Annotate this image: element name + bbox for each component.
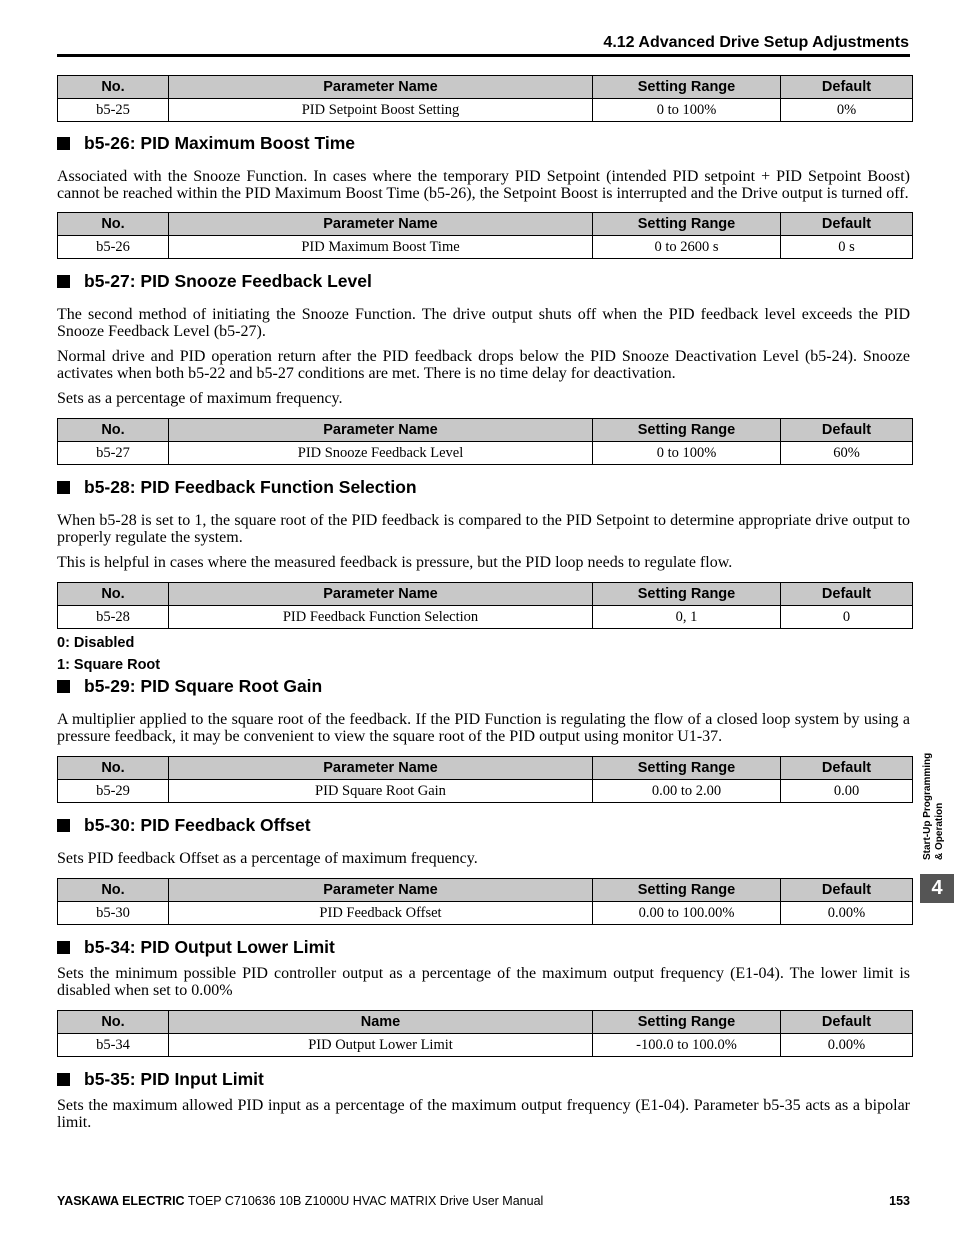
parameter-table-b5-26 bbox=[57, 212, 913, 259]
col-header-setting-range: Setting Range bbox=[593, 76, 781, 99]
parameter-table-b5-30 bbox=[57, 878, 913, 925]
bullet-square-icon bbox=[57, 680, 70, 693]
col-header-setting-range: Setting Range bbox=[593, 757, 781, 780]
bullet-square-icon bbox=[57, 941, 70, 954]
body-paragraph: Sets the maximum allowed PID input as a percentage of the maximum output frequency (E1-04). Parameter b5-35 acts as a bipolar limit. bbox=[57, 1097, 910, 1131]
body-paragraph: This is helpful in cases where the measured feedback is pressure, but the PID loop needs to regulate flow. bbox=[57, 554, 733, 571]
body-paragraph: Sets the minimum possible PID controller output as a percentage of the maximum output frequency (E1-04). The lower limit is disabled when set to 0.00% bbox=[57, 965, 910, 999]
bullet-square-icon bbox=[57, 137, 70, 150]
section-title: b5-27: PID Snooze Feedback Level bbox=[84, 270, 372, 291]
table-row bbox=[58, 1034, 913, 1057]
page-number: 153 bbox=[889, 1194, 910, 1208]
col-header-parameter-name: Parameter Name bbox=[169, 879, 593, 902]
footer-doc-title: TOEP C710636 10B Z1000U HVAC MATRIX Drive User Manual bbox=[187, 1194, 544, 1208]
cell-name: PID Maximum Boost Time bbox=[169, 236, 593, 259]
cell-default: 0 bbox=[781, 606, 913, 629]
col-header-parameter-name: Parameter Name bbox=[169, 419, 593, 442]
col-header-no: No. bbox=[58, 419, 169, 442]
col-header-default: Default bbox=[781, 583, 913, 606]
table-row bbox=[58, 606, 913, 629]
cell-name: PID Output Lower Limit bbox=[169, 1034, 593, 1057]
cell-no: b5-29 bbox=[58, 780, 169, 803]
table-row bbox=[58, 236, 913, 259]
section-title: b5-29: PID Square Root Gain bbox=[84, 675, 323, 696]
col-header-default: Default bbox=[781, 213, 913, 236]
cell-name: PID Setpoint Boost Setting bbox=[169, 99, 593, 122]
header-rule bbox=[57, 54, 910, 57]
col-header-no: No. bbox=[58, 757, 169, 780]
col-header-parameter-name: Parameter Name bbox=[169, 213, 593, 236]
cell-range: 0 to 100% bbox=[593, 99, 781, 122]
col-header-parameter-name: Parameter Name bbox=[169, 757, 593, 780]
col-header-no: No. bbox=[58, 583, 169, 606]
cell-no: b5-26 bbox=[58, 236, 169, 259]
footer-doc-info bbox=[57, 1194, 543, 1208]
table-row bbox=[58, 780, 913, 803]
section-heading-b5-27 bbox=[57, 271, 910, 291]
bullet-square-icon bbox=[57, 275, 70, 288]
bullet-square-icon bbox=[57, 819, 70, 832]
cell-no: b5-27 bbox=[58, 442, 169, 465]
cell-default: 0.00% bbox=[781, 902, 913, 925]
cell-range: 0.00 to 2.00 bbox=[593, 780, 781, 803]
parameter-table-b5-27 bbox=[57, 418, 913, 465]
section-title: b5-30: PID Feedback Offset bbox=[84, 814, 311, 835]
cell-range: 0.00 to 100.00% bbox=[593, 902, 781, 925]
cell-default: 0.00 bbox=[781, 780, 913, 803]
col-header-setting-range: Setting Range bbox=[593, 1011, 781, 1034]
cell-range: 0 to 2600 s bbox=[593, 236, 781, 259]
cell-range: 0 to 100% bbox=[593, 442, 781, 465]
col-header-default: Default bbox=[781, 757, 913, 780]
body-paragraph: Sets PID feedback Offset as a percentage of maximum frequency. bbox=[57, 850, 478, 867]
parameter-table-b5-34 bbox=[57, 1010, 913, 1057]
cell-name: PID Square Root Gain bbox=[169, 780, 593, 803]
body-paragraph: Normal drive and PID operation return after the PID feedback drops below the PID Snooze Deactivation Level (b5-24). Snooze activates when both b5-22 and b5-27 conditions are met. There is no time delay for deactivation. bbox=[57, 348, 910, 382]
col-header-name: Name bbox=[169, 1011, 593, 1034]
chapter-tab: 4 bbox=[920, 874, 954, 903]
cell-no: b5-34 bbox=[58, 1034, 169, 1057]
parameter-table-b5-28 bbox=[57, 582, 913, 629]
bullet-square-icon bbox=[57, 481, 70, 494]
cell-default: 0.00% bbox=[781, 1034, 913, 1057]
cell-name: PID Feedback Offset bbox=[169, 902, 593, 925]
col-header-no: No. bbox=[58, 879, 169, 902]
parameter-table-b5-25 bbox=[57, 75, 913, 122]
body-paragraph: Sets as a percentage of maximum frequency. bbox=[57, 390, 343, 407]
cell-no: b5-28 bbox=[58, 606, 169, 629]
table-row bbox=[58, 99, 913, 122]
body-paragraph: Associated with the Snooze Function. In cases where the temporary PID Setpoint (intended PID setpoint + PID Setpoint Boost) cannot be reached within the PID Maximum Boost Time (b5-26), the Setpoint Boost is interrupted and the Drive output is turned off. bbox=[57, 168, 910, 202]
cell-range: 0, 1 bbox=[593, 606, 781, 629]
option-disabled: 0: Disabled bbox=[57, 635, 135, 651]
side-tab-line-1: Start-Up Programming bbox=[922, 752, 933, 860]
col-header-no: No. bbox=[58, 1011, 169, 1034]
col-header-no: No. bbox=[58, 213, 169, 236]
option-square-root: 1: Square Root bbox=[57, 657, 161, 673]
page-header-title: 4.12 Advanced Drive Setup Adjustments bbox=[603, 34, 909, 51]
col-header-default: Default bbox=[781, 1011, 913, 1034]
col-header-setting-range: Setting Range bbox=[593, 583, 781, 606]
side-tab-line-2: & Operation bbox=[934, 802, 945, 860]
section-heading-b5-29 bbox=[57, 676, 910, 696]
cell-name: PID Feedback Function Selection bbox=[169, 606, 593, 629]
col-header-default: Default bbox=[781, 76, 913, 99]
page-content bbox=[57, 75, 910, 1131]
cell-no: b5-30 bbox=[58, 902, 169, 925]
col-header-setting-range: Setting Range bbox=[593, 419, 781, 442]
side-tab-label bbox=[922, 753, 946, 860]
cell-no: b5-25 bbox=[58, 99, 169, 122]
bullet-square-icon bbox=[57, 1073, 70, 1086]
cell-default: 0 s bbox=[781, 236, 913, 259]
cell-range: -100.0 to 100.0% bbox=[593, 1034, 781, 1057]
section-heading-b5-34 bbox=[57, 937, 910, 957]
body-paragraph: The second method of initiating the Snooze Function. The drive output shuts off when the PID feedback level exceeds the PID Snooze Feedback Level (b5-27). bbox=[57, 306, 910, 340]
footer-brand: YASKAWA ELECTRIC bbox=[57, 1194, 185, 1208]
body-paragraph: When b5-28 is set to 1, the square root of the PID feedback is compared to the PID Setpoint to determine appropriate drive output to properly regulate the system. bbox=[57, 512, 910, 546]
section-title: b5-34: PID Output Lower Limit bbox=[84, 936, 335, 957]
section-heading-b5-28 bbox=[57, 477, 910, 497]
col-header-default: Default bbox=[781, 879, 913, 902]
col-header-no: No. bbox=[58, 76, 169, 99]
col-header-setting-range: Setting Range bbox=[593, 213, 781, 236]
page-footer bbox=[57, 1194, 910, 1208]
section-heading-b5-30 bbox=[57, 815, 910, 835]
parameter-table-b5-29 bbox=[57, 756, 913, 803]
section-title: b5-26: PID Maximum Boost Time bbox=[84, 132, 355, 153]
col-header-parameter-name: Parameter Name bbox=[169, 583, 593, 606]
body-paragraph: A multiplier applied to the square root of the feedback. If the PID Function is regulating the flow of a closed loop system by using a pressure feedback, it may be convenient to view the square root of the PID output using monitor U1-37. bbox=[57, 711, 910, 745]
section-heading-b5-26 bbox=[57, 133, 910, 153]
col-header-setting-range: Setting Range bbox=[593, 879, 781, 902]
section-heading-b5-35 bbox=[57, 1069, 910, 1089]
section-title: b5-35: PID Input Limit bbox=[84, 1068, 264, 1089]
col-header-parameter-name: Parameter Name bbox=[169, 76, 593, 99]
table-row bbox=[58, 902, 913, 925]
section-title: b5-28: PID Feedback Function Selection bbox=[84, 476, 417, 497]
cell-name: PID Snooze Feedback Level bbox=[169, 442, 593, 465]
table-row bbox=[58, 442, 913, 465]
cell-default: 60% bbox=[781, 442, 913, 465]
col-header-default: Default bbox=[781, 419, 913, 442]
cell-default: 0% bbox=[781, 99, 913, 122]
